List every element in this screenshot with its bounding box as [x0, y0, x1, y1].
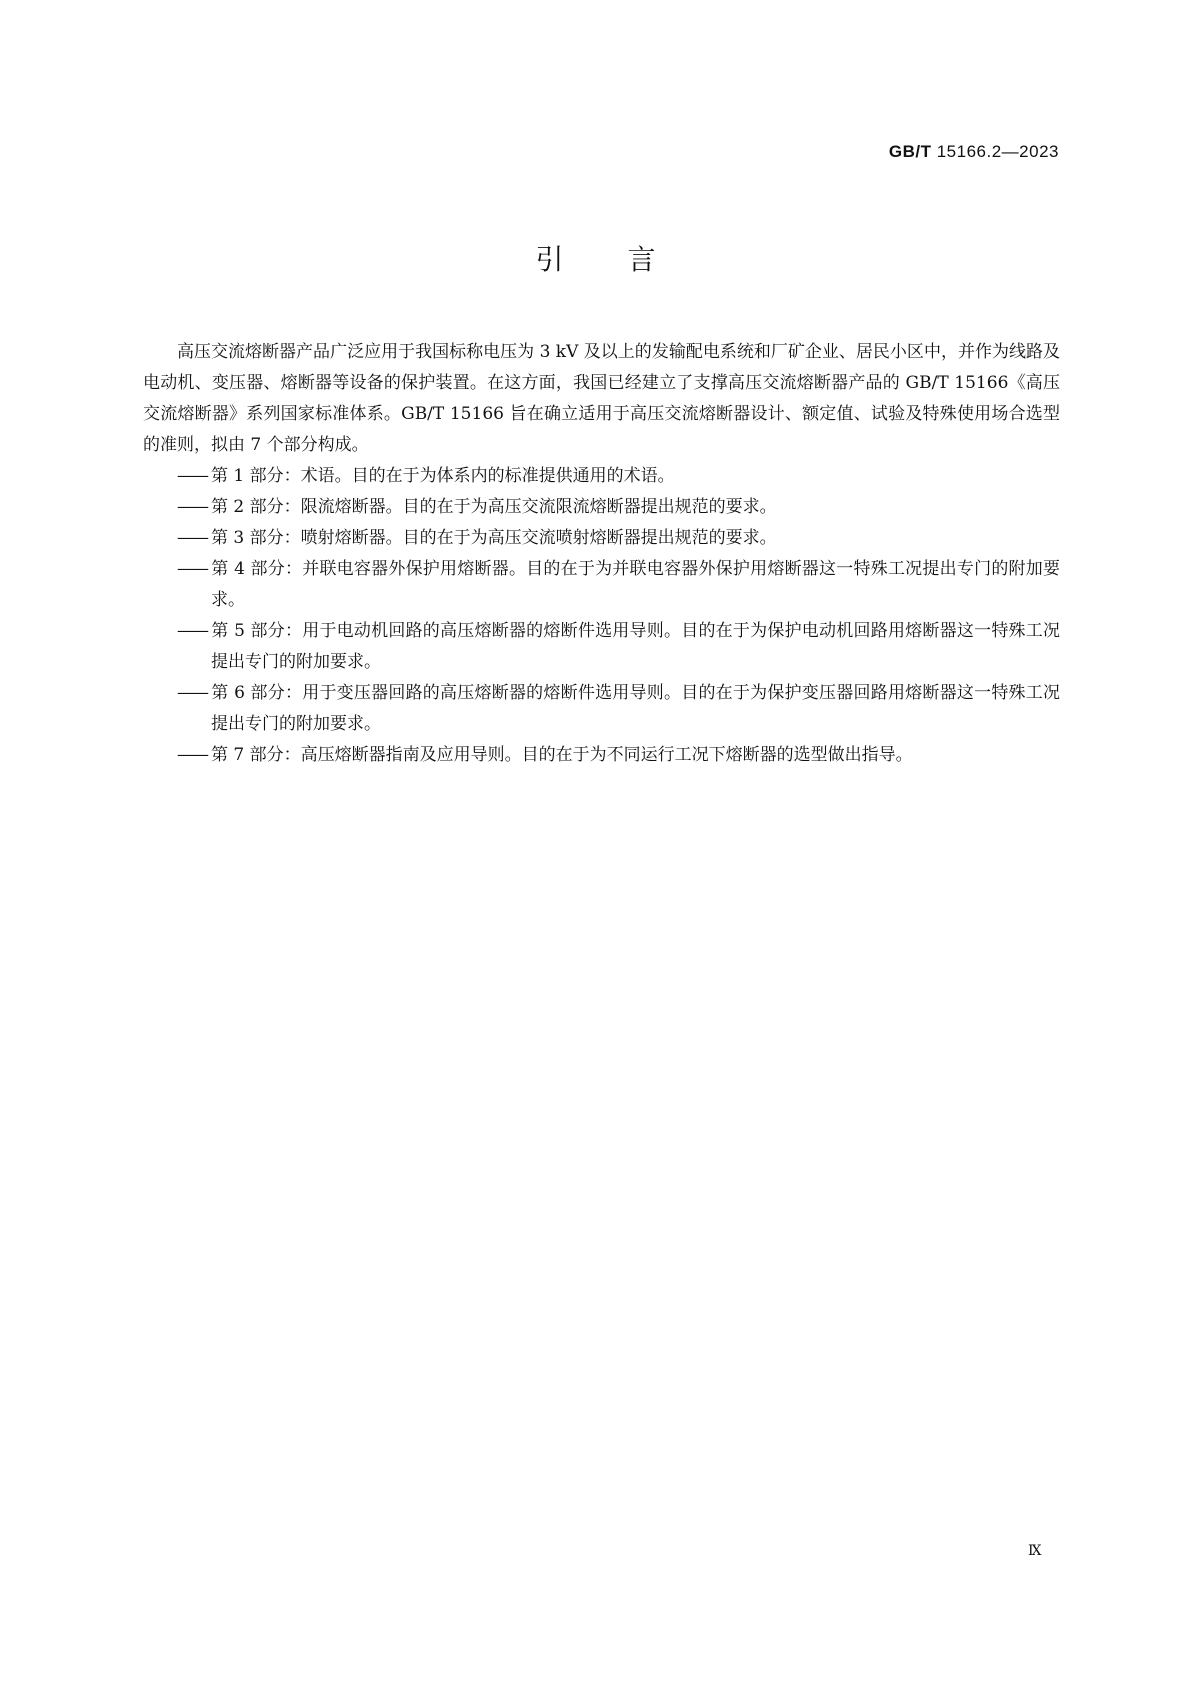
- part-5-text: 第 5 部分：用于电动机回路的高压熔断器的熔断件选用导则。目的在于为保护电动机回路用熔断器这一特殊工况提出专门的附加要求。: [211, 621, 1060, 672]
- dash-marker: ——: [177, 745, 207, 765]
- list-item-part-2: [143, 492, 1060, 523]
- standard-number: [889, 141, 1059, 163]
- part-4-text: 第 4 部分：并联电容器外保护用熔断器。目的在于为并联电容器外保护用熔断器这一特殊工况提出专门的附加要求。: [211, 559, 1060, 610]
- part-3-text: 第 3 部分：喷射熔断器。目的在于为高压交流喷射熔断器提出规范的要求。: [211, 528, 777, 548]
- list-item-part-3: [143, 523, 1060, 554]
- list-item-part-5: [143, 616, 1060, 678]
- list-item-part-6: [143, 678, 1060, 740]
- page-title: [0, 242, 1191, 278]
- part-2-text: 第 2 部分：限流熔断器。目的在于为高压交流限流熔断器提出规范的要求。: [211, 497, 777, 517]
- list-item-part-1: [143, 461, 1060, 492]
- list-item-part-7: [143, 740, 1060, 771]
- title-char-2: 言: [627, 243, 656, 276]
- dash-marker: ——: [177, 559, 207, 579]
- list-item-part-4: [143, 554, 1060, 616]
- part-6-text: 第 6 部分：用于变压器回路的高压熔断器的熔断件选用导则。目的在于为保护变压器回路用熔断器这一特殊工况提出专门的附加要求。: [211, 683, 1060, 734]
- page-number: Ⅸ: [1028, 1543, 1042, 1559]
- part-7-text: 第 7 部分：高压熔断器指南及应用导则。目的在于为不同运行工况下熔断器的选型做出指导。: [211, 745, 913, 765]
- standard-code: GB/T: [888, 142, 932, 161]
- introduction-body: [143, 337, 1060, 771]
- dash-marker: ——: [177, 528, 207, 548]
- dash-marker: ——: [177, 621, 207, 641]
- intro-paragraph: 高压交流熔断器产品广泛应用于我国标称电压为 3 kV 及以上的发输配电系统和厂矿企业、居民小区中，并作为线路及电动机、变压器、熔断器等设备的保护装置。在这方面，我国已经建立了支撑高压交流熔断器产品的 GB/T 15166《高压交流熔断器》系列国家标准体系。GB/T 15166 旨在确立适用于高压交流熔断器设计、额定值、试验及特殊使用场合选型的准则，拟由 7 个部分构成。: [143, 342, 1060, 455]
- dash-marker: ——: [177, 683, 207, 703]
- part-1-text: 第 1 部分：术语。目的在于为体系内的标准提供通用的术语。: [211, 466, 675, 486]
- dash-marker: ——: [177, 497, 207, 517]
- title-char-1: 引: [535, 243, 564, 276]
- standard-year-number: 15166.2—2023: [936, 142, 1059, 161]
- dash-marker: ——: [177, 466, 207, 486]
